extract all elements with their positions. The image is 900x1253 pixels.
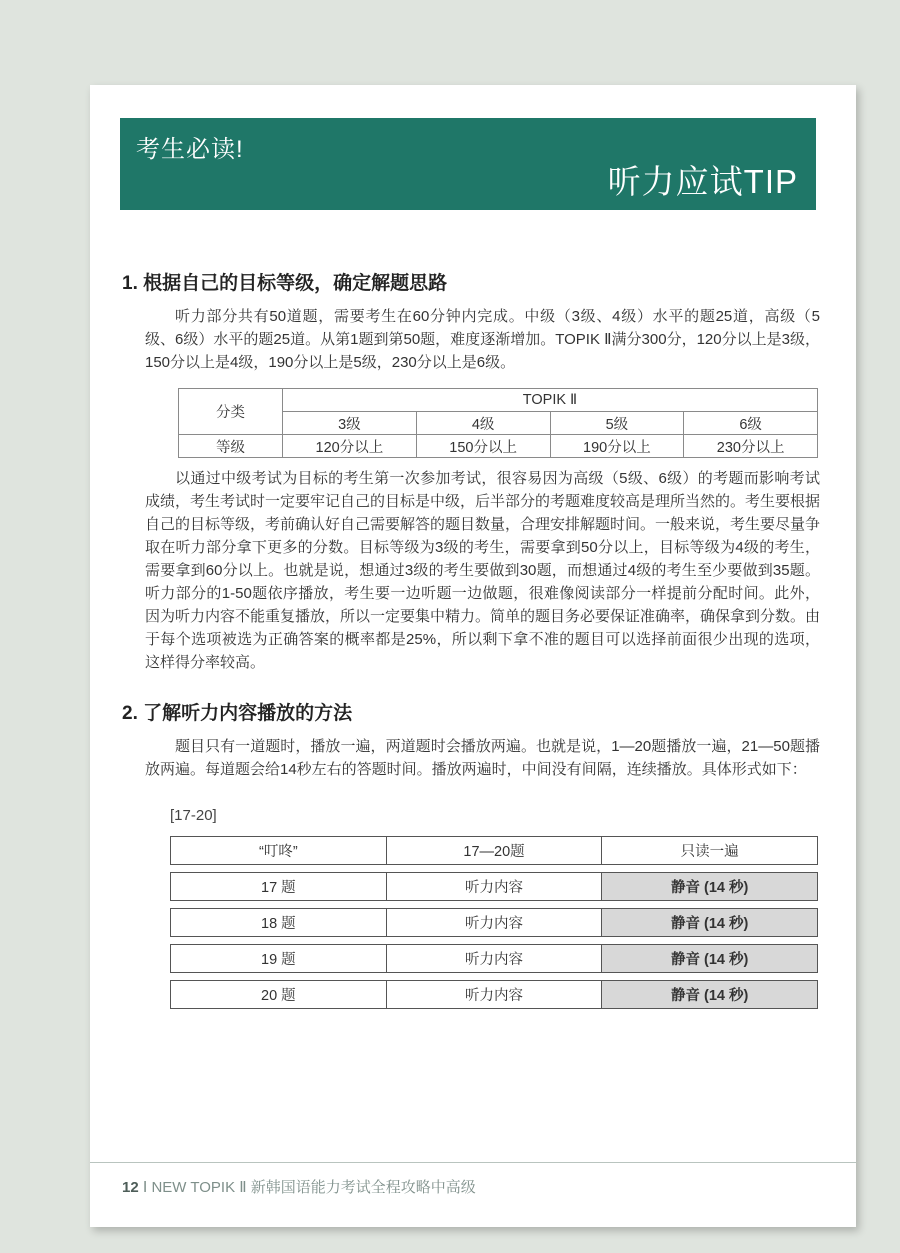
score-table-scores-row bbox=[179, 435, 818, 458]
score-table-level-cell: 6级 bbox=[684, 412, 818, 435]
section2-heading: 2. 了解听力内容播放的方法 bbox=[122, 703, 353, 724]
playback-cell-content: 听力内容 bbox=[387, 945, 603, 972]
banner-title: 听力应试TIP bbox=[607, 163, 798, 200]
document-page bbox=[90, 85, 856, 1227]
playback-table-row bbox=[170, 944, 818, 973]
banner-kicker: 考生必读! bbox=[136, 136, 244, 163]
playback-cell-content: 听力内容 bbox=[387, 873, 603, 900]
score-table-score-cell: 120分以上 bbox=[283, 435, 417, 458]
playback-cell-content: 听力内容 bbox=[387, 981, 603, 1008]
playback-table-row bbox=[170, 980, 818, 1009]
playback-table-row bbox=[170, 908, 818, 937]
playback-cell-silence: 静音 (14 秒) bbox=[602, 981, 817, 1008]
score-table-topik-header: TOPIK Ⅱ bbox=[283, 389, 818, 412]
playback-cell-silence: 静音 (14 秒) bbox=[602, 945, 817, 972]
page-number: 12 bbox=[122, 1179, 139, 1196]
playback-cell-note: 只读一遍 bbox=[680, 844, 739, 860]
playback-cell-silence: 静音 (14 秒) bbox=[602, 909, 817, 936]
footer-text bbox=[122, 1176, 856, 1197]
section1-paragraph-1: 听力部分共有50道题，需要考生在60分钟内完成。中级（3级、4级）水平的题25道，高级（5级、6级）水平的题25道。从第1题到第50题，难度逐渐增加。TOPIK Ⅱ满分300分，120分以上是3级，150分以上是4级，190分以上是5级，230分以上是6级。 bbox=[145, 308, 820, 371]
score-table-level-cell: 4级 bbox=[416, 412, 550, 435]
playback-cell-range: 17—20题 bbox=[387, 837, 603, 864]
score-table-grade-label: 等级 bbox=[179, 435, 283, 458]
question-range-label: [17-20] bbox=[170, 807, 217, 824]
header-banner bbox=[120, 118, 816, 210]
score-table-score-cell: 230分以上 bbox=[684, 435, 818, 458]
playback-cell-question: 17 题 bbox=[171, 873, 387, 900]
section2-paragraph: 题目只有一道题时，播放一遍，两道题时会播放两遍。也就是说，1—20题播放一遍，21—50题播放两遍。每道题会给14秒左右的答题时间。播放两遍时，中间没有间隔，连续播放。具体形式如下： bbox=[145, 738, 820, 778]
footer-book-title: Ⅰ NEW TOPIK Ⅱ 新韩国语能力考试全程攻略中高级 bbox=[142, 1179, 476, 1196]
page-content bbox=[90, 272, 856, 1009]
score-table-header-row bbox=[179, 389, 818, 412]
page-footer bbox=[90, 1162, 856, 1197]
score-table-level-cell: 5级 bbox=[550, 412, 684, 435]
playback-table bbox=[170, 836, 818, 1009]
level-score-table bbox=[178, 388, 818, 458]
playback-table-header-row bbox=[170, 836, 818, 865]
score-table-category-label: 分类 bbox=[179, 389, 283, 435]
playback-table-row bbox=[170, 872, 818, 901]
score-table-score-cell: 190分以上 bbox=[550, 435, 684, 458]
footer-divider bbox=[90, 1162, 856, 1163]
playback-cell-question: 19 题 bbox=[171, 945, 387, 972]
score-table-score-cell: 150分以上 bbox=[416, 435, 550, 458]
playback-cell-question: 20 题 bbox=[171, 981, 387, 1008]
playback-cell-silence: 静音 (14 秒) bbox=[602, 873, 817, 900]
section1-heading: 1. 根据自己的目标等级，确定解题思路 bbox=[122, 273, 448, 294]
score-table-level-cell: 3级 bbox=[283, 412, 417, 435]
playback-cell-signal: “叮咚” bbox=[171, 837, 387, 864]
section1-paragraph-2: 以通过中级考试为目标的考生第一次参加考试，很容易因为高级（5级、6级）的考题而影响考试成绩，考生考试时一定要牢记自己的目标是中级，后半部分的考题难度较高是理所当然的。考生要根据自己的目标等级，考前确认好自己需要解答的题目数量，合理安排解题时间。一般来说，考生要尽量争取在听力部分拿下更多的分数。目标等级为3级的考生，需要拿到50分以上，目标等级为4级的考生，需要拿到60分以上。也就是说，想通过3级的考生要做到30题，而想通过4级的考生至少要做到35题。听力部分的1-50题依序播放，考生要一边听题一边做题，很难像阅读部分一样提前分配时间。此外，因为听力内容不能重复播放，所以一定要集中精力。简单的题目务必要保证准确率，确保拿到分数。由于每个选项被选为正确答案的概率都是25%，所以剩下拿不准的题目可以选择前面很少出现的选项，这样得分率较高。 bbox=[145, 470, 821, 671]
playback-cell-content: 听力内容 bbox=[387, 909, 603, 936]
playback-cell-question: 18 题 bbox=[171, 909, 387, 936]
